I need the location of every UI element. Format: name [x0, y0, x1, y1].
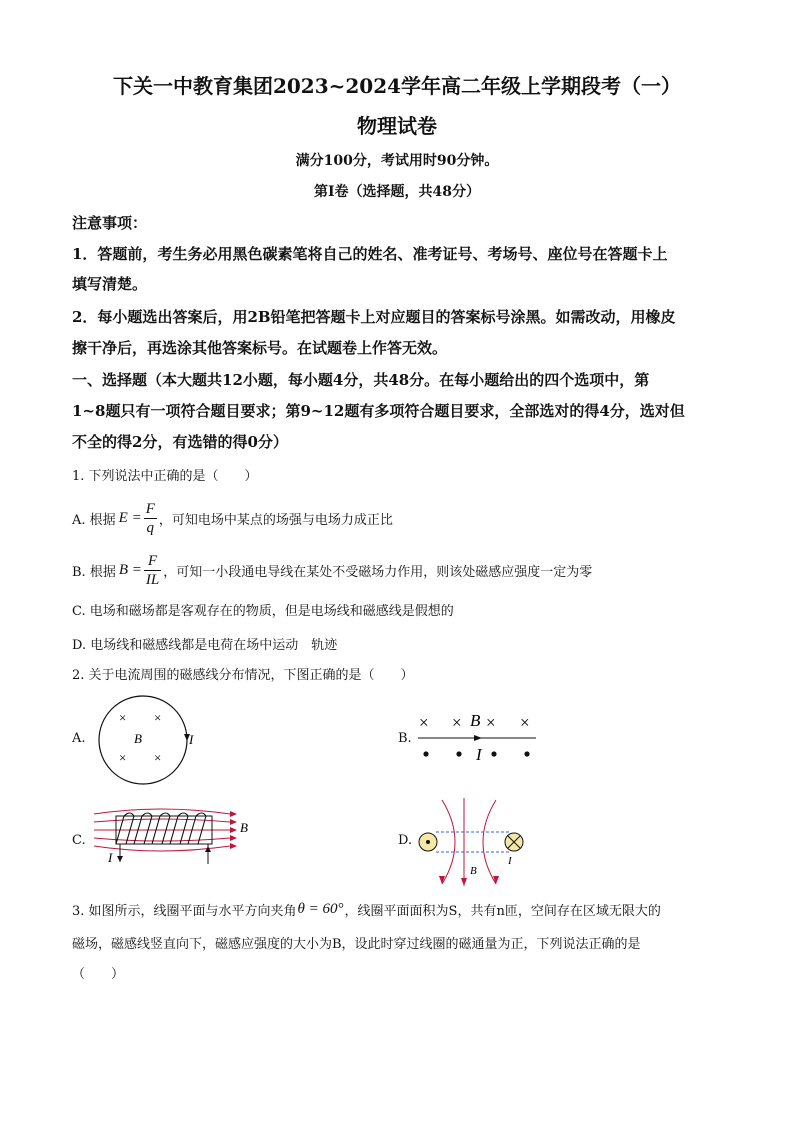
- circle-wire: [99, 696, 187, 784]
- section-title: 第I卷（选择题，共48分）: [313, 184, 481, 200]
- dot-mark: [491, 751, 496, 756]
- q2-stem: 2. 关于电流周围的磁感线分布情况，下图正确的是（ ）: [72, 668, 414, 683]
- q1-b-lhs: B =: [118, 561, 142, 578]
- dot-mark: [423, 751, 428, 756]
- notes-heading: 注意事项：: [72, 214, 148, 232]
- q1-b-numerator: F: [144, 552, 161, 571]
- field-lines: [94, 809, 230, 851]
- note-1-line-1: 1．答题前，考生务必用黑色碳素笔将自己的姓名、准考证号、考场号、座位号在答题卡上: [72, 245, 668, 263]
- field-lines: [442, 798, 496, 886]
- q2-d-label: D.: [398, 833, 413, 848]
- q1-a-prefix: A. 根据: [72, 512, 116, 528]
- cross-mark: ×: [154, 750, 162, 765]
- note-1-line-2: 填写清楚。: [72, 275, 148, 293]
- q1-a-suffix: ，可知电场中某点的场强与电场力成正比: [158, 512, 393, 528]
- q3-line-1: [72, 900, 722, 919]
- cross-mark: ×: [419, 713, 429, 732]
- q1-b-denominator: IL: [145, 571, 160, 588]
- solenoid-coils: [116, 813, 206, 844]
- current-arrow: [117, 856, 123, 862]
- q3-line-2: 磁场，磁感线竖直向下，磁感应强度的大小为B，设此时穿过线圈的磁通量为正，下列说法正确的是: [72, 937, 641, 952]
- part1-line-1: 一、选择题（本大题共12小题，每小题4分，共48分。在每小题给出的四个选项中，第: [72, 371, 650, 389]
- q2-b-label: B.: [398, 731, 412, 746]
- current-arrow: [474, 735, 482, 741]
- label-I: I: [189, 732, 194, 747]
- note-2-line-1: 2．每小题选出答案后，用2B铅笔把答题卡上对应题目的答案标号涂黑。如需改动，用橡皮: [72, 308, 676, 326]
- q1-b-prefix: B. 根据: [72, 564, 116, 580]
- q3-line-3: （ ）: [72, 967, 125, 982]
- cross-mark: ×: [520, 713, 530, 732]
- q1-option-a: [72, 496, 722, 540]
- q1-a-fraction: [144, 500, 157, 537]
- dot-mark: [524, 751, 529, 756]
- cross-mark: ×: [486, 713, 496, 732]
- q2-d-diagram: [414, 796, 544, 888]
- label-I: I: [108, 850, 113, 865]
- label-B: B: [134, 731, 142, 746]
- part1-line-2: 1~8题只有一项符合题目要求；第9~12题有多项符合题目要求，全部选对的得4分，选对但: [72, 402, 685, 420]
- field-arrows: [230, 811, 237, 849]
- label-I: I: [476, 745, 482, 764]
- label-B: B: [470, 865, 477, 877]
- label-B: B: [470, 711, 481, 730]
- q2-a-label: A.: [72, 731, 86, 746]
- q1-stem: 1. 下列说法中正确的是（ ）: [72, 469, 258, 484]
- q2-c-label: C.: [72, 833, 86, 848]
- field-arrows: [439, 876, 499, 886]
- dot-mark: [426, 840, 430, 844]
- label-I: I: [508, 855, 512, 867]
- q2-a-diagram: [88, 690, 208, 790]
- exam-title: 下关一中教育集团2023~2024学年高二年级上学期段考（一）: [112, 74, 682, 98]
- label-B: B: [240, 820, 248, 835]
- q1-option-b: [72, 548, 722, 592]
- q1-a-lhs: E =: [118, 509, 142, 526]
- q3-line-1-a: 3. 如图所示，线圈平面与水平方向夹角: [72, 904, 297, 919]
- cross-mark: ×: [119, 750, 127, 765]
- q2-c-diagram: [90, 798, 260, 868]
- q1-option-c: C. 电场和磁场都是客观存在的物质，但是电场线和磁感线是假想的: [72, 604, 454, 619]
- subject-title: 物理试卷: [357, 114, 437, 138]
- q2-b-diagram: [414, 708, 544, 764]
- note-2-line-2: 擦干净后，再选涂其他答案标号。在试题卷上作答无效。: [72, 339, 448, 357]
- part1-line-3: 不全的得2分，有选错的得0分）: [72, 433, 288, 451]
- q1-b-suffix: ，可知一小段通电导线在某处不受磁场力作用，则该处磁感应强度一定为零: [163, 564, 593, 580]
- q1-a-numerator: F: [145, 500, 155, 517]
- q1-a-denominator: q: [146, 519, 155, 536]
- q3-line-1-b: ，线圈平面面积为S，共有n匝，空间存在区域无限大的: [344, 904, 661, 919]
- q1-option-d: D. 电场线和磁感线都是电荷在场中运动 轨迹: [72, 638, 338, 653]
- cross-mark: ×: [452, 713, 462, 732]
- q1-b-fraction: [144, 552, 161, 589]
- cross-mark: ×: [154, 710, 162, 725]
- cross-mark: ×: [119, 710, 127, 725]
- dot-mark: [456, 751, 461, 756]
- score-info: 满分100分，考试用时90分钟。: [295, 153, 499, 169]
- q3-theta: θ = 60°: [297, 901, 344, 917]
